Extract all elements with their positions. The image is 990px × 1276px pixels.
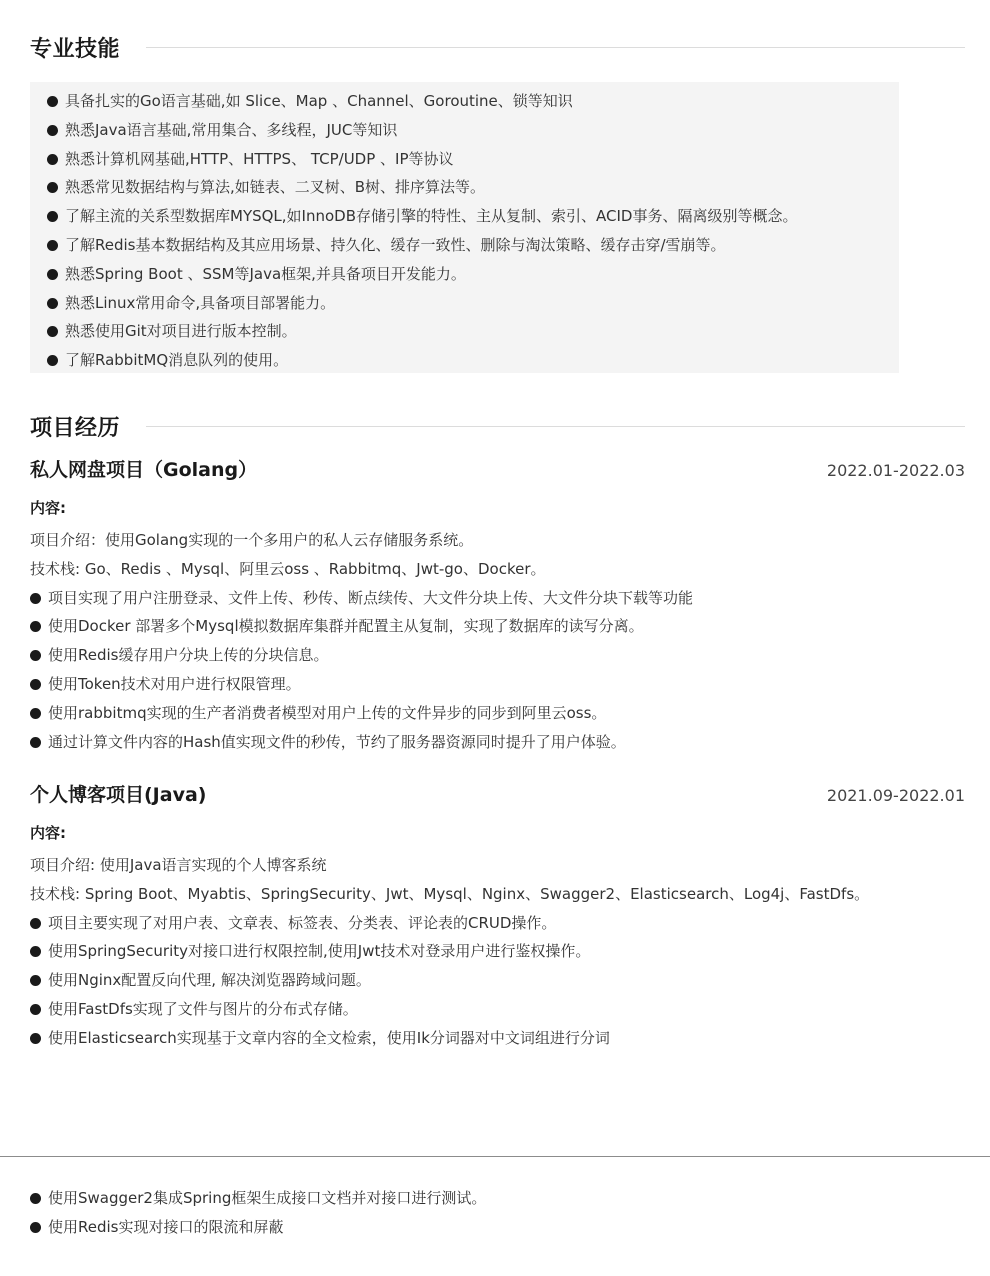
bullet-icon xyxy=(47,298,58,309)
project-bullet: 使用Redis实现对接口的限流和屏蔽 xyxy=(30,1213,960,1242)
skills-list xyxy=(30,82,899,373)
bullet-icon xyxy=(30,946,41,957)
content-label: 内容: xyxy=(30,499,66,517)
bullet-icon xyxy=(47,182,58,193)
skill-item: 熟悉使用Git对项目进行版本控制。 xyxy=(47,317,899,346)
bullet-icon xyxy=(30,1193,41,1204)
project-header xyxy=(30,780,965,807)
bullet-icon xyxy=(30,1033,41,1044)
skill-item: 了解RabbitMQ消息队列的使用。 xyxy=(47,346,899,375)
bullet-icon xyxy=(30,1222,41,1233)
bullet-icon xyxy=(30,737,41,748)
project-date: 2022.01-2022.03 xyxy=(826,461,965,480)
bullet-icon xyxy=(47,211,58,222)
page-break-divider xyxy=(0,1156,990,1157)
project-bullet: 使用Docker 部署多个Mysql模拟数据库集群并配置主从复制，实现了数据库的读写分离。 xyxy=(30,612,960,641)
project-bullet: 使用FastDfs实现了文件与图片的分布式存储。 xyxy=(30,995,960,1024)
project-tech-stack: 技术栈: Spring Boot、Myabtis、SpringSecurity、Jwt、Mysql、Nginx、Swagger2、Elasticsearch、Log4j、FastDfs。 xyxy=(30,884,870,903)
project-bullet: 使用Nginx配置反向代理, 解决浏览器跨域问题。 xyxy=(30,966,960,995)
bullet-icon xyxy=(30,679,41,690)
bullet-icon xyxy=(30,708,41,719)
bullet-icon xyxy=(30,621,41,632)
projects-section-title: 项目经历 xyxy=(30,416,121,441)
project-tech-stack: 技术栈: Go、Redis 、Mysql、阿里云oss 、Rabbitmq、Jwt-go、Docker。 xyxy=(30,559,546,578)
project-bullet: 使用SpringSecurity对接口进行权限控制,使用Jwt技术对登录用户进行鉴权操作。 xyxy=(30,937,960,966)
bullet-icon xyxy=(30,918,41,929)
skills-section-title: 专业技能 xyxy=(30,37,121,62)
project-bullet: 使用rabbitmq实现的生产者消费者模型对用户上传的文件异步的同步到阿里云oss。 xyxy=(30,699,960,728)
skill-item: 了解主流的关系型数据库MYSQL,如InnoDB存储引擎的特性、主从复制、索引、ACID事务、隔离级别等概念。 xyxy=(47,202,899,231)
bullet-icon xyxy=(47,96,58,107)
project-title: 私人网盘项目（Golang） xyxy=(30,459,258,481)
section-divider xyxy=(146,426,965,427)
bullet-icon xyxy=(47,355,58,366)
projects-section-header xyxy=(30,411,965,442)
project-details xyxy=(30,851,960,1053)
project-header xyxy=(30,455,965,482)
skill-item: 了解Redis基本数据结构及其应用场景、持久化、缓存一致性、删除与淘汰策略、缓存击穿/雪崩等。 xyxy=(47,231,899,260)
project-bullet: 使用Swagger2集成Spring框架生成接口文档并对接口进行测试。 xyxy=(30,1184,960,1213)
skill-item: 熟悉Java语言基础,常用集合、多线程，JUC等知识 xyxy=(47,116,899,145)
project-bullet: 通过计算文件内容的Hash值实现文件的秒传，节约了服务器资源同时提升了用户体验。 xyxy=(30,728,960,757)
project-date: 2021.09-2022.01 xyxy=(826,786,965,805)
bullet-icon xyxy=(47,269,58,280)
bullet-icon xyxy=(30,1004,41,1015)
project-intro: 项目介绍: 使用Java语言实现的个人博客系统 xyxy=(30,856,327,874)
skills-section-header xyxy=(30,32,965,63)
skill-item: 熟悉计算机网基础,HTTP、HTTPS、 TCP/UDP 、IP等协议 xyxy=(47,145,899,174)
bullet-icon xyxy=(47,154,58,165)
bullet-icon xyxy=(30,650,41,661)
project-details-continued xyxy=(30,1184,960,1242)
project-bullet: 使用Redis缓存用户分块上传的分块信息。 xyxy=(30,641,960,670)
skill-item: 熟悉Linux常用命令,具备项目部署能力。 xyxy=(47,289,899,318)
project-intro: 项目介绍：使用Golang实现的一个多用户的私人云存储服务系统。 xyxy=(30,531,474,549)
bullet-icon xyxy=(30,593,41,604)
section-divider xyxy=(146,47,965,48)
bullet-icon xyxy=(30,975,41,986)
project-bullet: 项目主要实现了对用户表、文章表、标签表、分类表、评论表的CRUD操作。 xyxy=(30,909,960,938)
content-label: 内容: xyxy=(30,824,66,842)
skill-item: 熟悉Spring Boot 、SSM等Java框架,并具备项目开发能力。 xyxy=(47,260,899,289)
bullet-icon xyxy=(47,125,58,136)
project-bullet: 使用Token技术对用户进行权限管理。 xyxy=(30,670,960,699)
project-bullet: 项目实现了用户注册登录、文件上传、秒传、断点续传、大文件分块上传、大文件分块下载等功能 xyxy=(30,584,960,613)
project-title: 个人博客项目(Java) xyxy=(30,784,207,806)
skill-item: 熟悉常见数据结构与算法,如链表、二叉树、B树、排序算法等。 xyxy=(47,173,899,202)
project-details xyxy=(30,526,960,756)
bullet-icon xyxy=(47,326,58,337)
bullet-icon xyxy=(47,240,58,251)
project-bullet: 使用Elasticsearch实现基于文章内容的全文检索，使用Ik分词器对中文词组进行分词 xyxy=(30,1024,960,1053)
skill-item: 具备扎实的Go语言基础,如 Slice、Map 、Channel、Goroutine、锁等知识 xyxy=(47,87,899,116)
